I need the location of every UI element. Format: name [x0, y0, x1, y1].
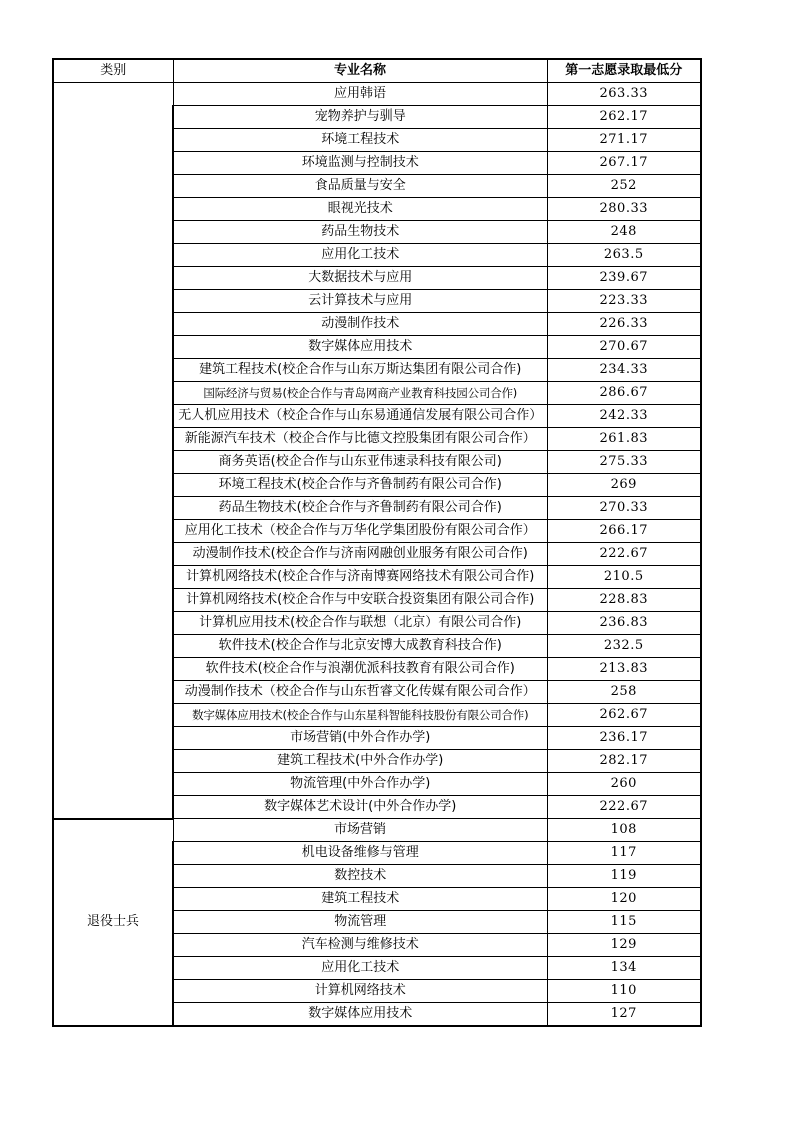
min-score-cell: 228.83: [547, 589, 701, 612]
min-score-cell: 280.33: [547, 198, 701, 221]
major-name-cell: 数字媒体应用技术: [173, 1003, 547, 1027]
table-row: [53, 83, 701, 106]
major-name-cell: 市场营销(中外合作办学): [173, 727, 547, 750]
min-score-cell: 248: [547, 221, 701, 244]
min-score-cell: 239.67: [547, 267, 701, 290]
major-name-cell: 商务英语(校企合作与山东亚伟速录科技有限公司): [173, 451, 547, 474]
major-name-cell: 物流管理: [173, 911, 547, 934]
major-name-cell: 软件技术(校企合作与浪潮优派科技教育有限公司合作): [173, 658, 547, 681]
major-name-cell: 机电设备维修与管理: [173, 842, 547, 865]
major-name-cell: 应用化工技术: [173, 244, 547, 267]
major-name-cell: 国际经济与贸易(校企合作与青岛网商产业教育科技园公司合作): [173, 382, 547, 405]
min-score-cell: 252: [547, 175, 701, 198]
major-name-cell: 药品生物技术: [173, 221, 547, 244]
header-row: [53, 59, 701, 83]
major-name-cell: 动漫制作技术（校企合作与山东哲睿文化传媒有限公司合作）: [173, 681, 547, 704]
major-name-cell: 应用化工技术（校企合作与万华化学集团股份有限公司合作）: [173, 520, 547, 543]
min-score-cell: 275.33: [547, 451, 701, 474]
major-name-cell: 物流管理(中外合作办学): [173, 773, 547, 796]
major-name-cell: 计算机网络技术: [173, 980, 547, 1003]
min-score-cell: 282.17: [547, 750, 701, 773]
major-name-cell: 宠物养护与驯导: [173, 106, 547, 129]
min-score-cell: 263.33: [547, 83, 701, 106]
min-score-cell: 267.17: [547, 152, 701, 175]
major-name-cell: 环境工程技术(校企合作与齐鲁制药有限公司合作): [173, 474, 547, 497]
min-score-cell: 286.67: [547, 382, 701, 405]
major-name-cell: 云计算技术与应用: [173, 290, 547, 313]
min-score-cell: 234.33: [547, 359, 701, 382]
table-row: [53, 819, 701, 842]
min-score-cell: 258: [547, 681, 701, 704]
min-score-cell: 119: [547, 865, 701, 888]
major-name-cell: 建筑工程技术: [173, 888, 547, 911]
major-name-cell: 数控技术: [173, 865, 547, 888]
min-score-cell: 226.33: [547, 313, 701, 336]
major-name-cell: 应用化工技术: [173, 957, 547, 980]
category-cell: 退役士兵: [53, 819, 173, 1027]
header-major: 专业名称: [173, 59, 547, 83]
admission-score-table: [52, 58, 702, 1027]
major-name-cell: 建筑工程技术(中外合作办学): [173, 750, 547, 773]
header-score: 第一志愿录取最低分: [547, 59, 701, 83]
major-name-cell: 无人机应用技术（校企合作与山东易通通信发展有限公司合作）: [173, 405, 547, 428]
min-score-cell: 236.17: [547, 727, 701, 750]
min-score-cell: 127: [547, 1003, 701, 1027]
min-score-cell: 222.67: [547, 543, 701, 566]
min-score-cell: 269: [547, 474, 701, 497]
min-score-cell: 108: [547, 819, 701, 842]
min-score-cell: 210.5: [547, 566, 701, 589]
min-score-cell: 242.33: [547, 405, 701, 428]
major-name-cell: 计算机应用技术(校企合作与联想（北京）有限公司合作): [173, 612, 547, 635]
header-category: 类别: [53, 59, 173, 83]
major-name-cell: 市场营销: [173, 819, 547, 842]
major-name-cell: 环境工程技术: [173, 129, 547, 152]
min-score-cell: 270.33: [547, 497, 701, 520]
major-name-cell: 动漫制作技术(校企合作与济南网融创业服务有限公司合作): [173, 543, 547, 566]
major-name-cell: 汽车检测与维修技术: [173, 934, 547, 957]
min-score-cell: 262.17: [547, 106, 701, 129]
min-score-cell: 270.67: [547, 336, 701, 359]
min-score-cell: 261.83: [547, 428, 701, 451]
major-name-cell: 应用韩语: [173, 83, 547, 106]
min-score-cell: 223.33: [547, 290, 701, 313]
major-name-cell: 药品生物技术(校企合作与齐鲁制药有限公司合作): [173, 497, 547, 520]
min-score-cell: 271.17: [547, 129, 701, 152]
major-name-cell: 数字媒体艺术设计(中外合作办学): [173, 796, 547, 819]
major-name-cell: 计算机网络技术(校企合作与济南博赛网络技术有限公司合作): [173, 566, 547, 589]
major-name-cell: 计算机网络技术(校企合作与中安联合投资集团有限公司合作): [173, 589, 547, 612]
major-name-cell: 数字媒体应用技术: [173, 336, 547, 359]
major-name-cell: 环境监测与控制技术: [173, 152, 547, 175]
table-body: [53, 83, 701, 1027]
major-name-cell: 动漫制作技术: [173, 313, 547, 336]
min-score-cell: 222.67: [547, 796, 701, 819]
min-score-cell: 129: [547, 934, 701, 957]
major-name-cell: 眼视光技术: [173, 198, 547, 221]
min-score-cell: 262.67: [547, 704, 701, 727]
min-score-cell: 266.17: [547, 520, 701, 543]
major-name-cell: 大数据技术与应用: [173, 267, 547, 290]
major-name-cell: 新能源汽车技术（校企合作与比德文控股集团有限公司合作）: [173, 428, 547, 451]
min-score-cell: 260: [547, 773, 701, 796]
min-score-cell: 213.83: [547, 658, 701, 681]
min-score-cell: 110: [547, 980, 701, 1003]
category-cell: [53, 83, 173, 819]
major-name-cell: 食品质量与安全: [173, 175, 547, 198]
min-score-cell: 263.5: [547, 244, 701, 267]
major-name-cell: 数字媒体应用技术(校企合作与山东星科智能科技股份有限公司合作): [173, 704, 547, 727]
major-name-cell: 软件技术(校企合作与北京安博大成教育科技合作): [173, 635, 547, 658]
min-score-cell: 134: [547, 957, 701, 980]
min-score-cell: 120: [547, 888, 701, 911]
min-score-cell: 236.83: [547, 612, 701, 635]
min-score-cell: 117: [547, 842, 701, 865]
major-name-cell: 建筑工程技术(校企合作与山东万斯达集团有限公司合作): [173, 359, 547, 382]
min-score-cell: 232.5: [547, 635, 701, 658]
min-score-cell: 115: [547, 911, 701, 934]
